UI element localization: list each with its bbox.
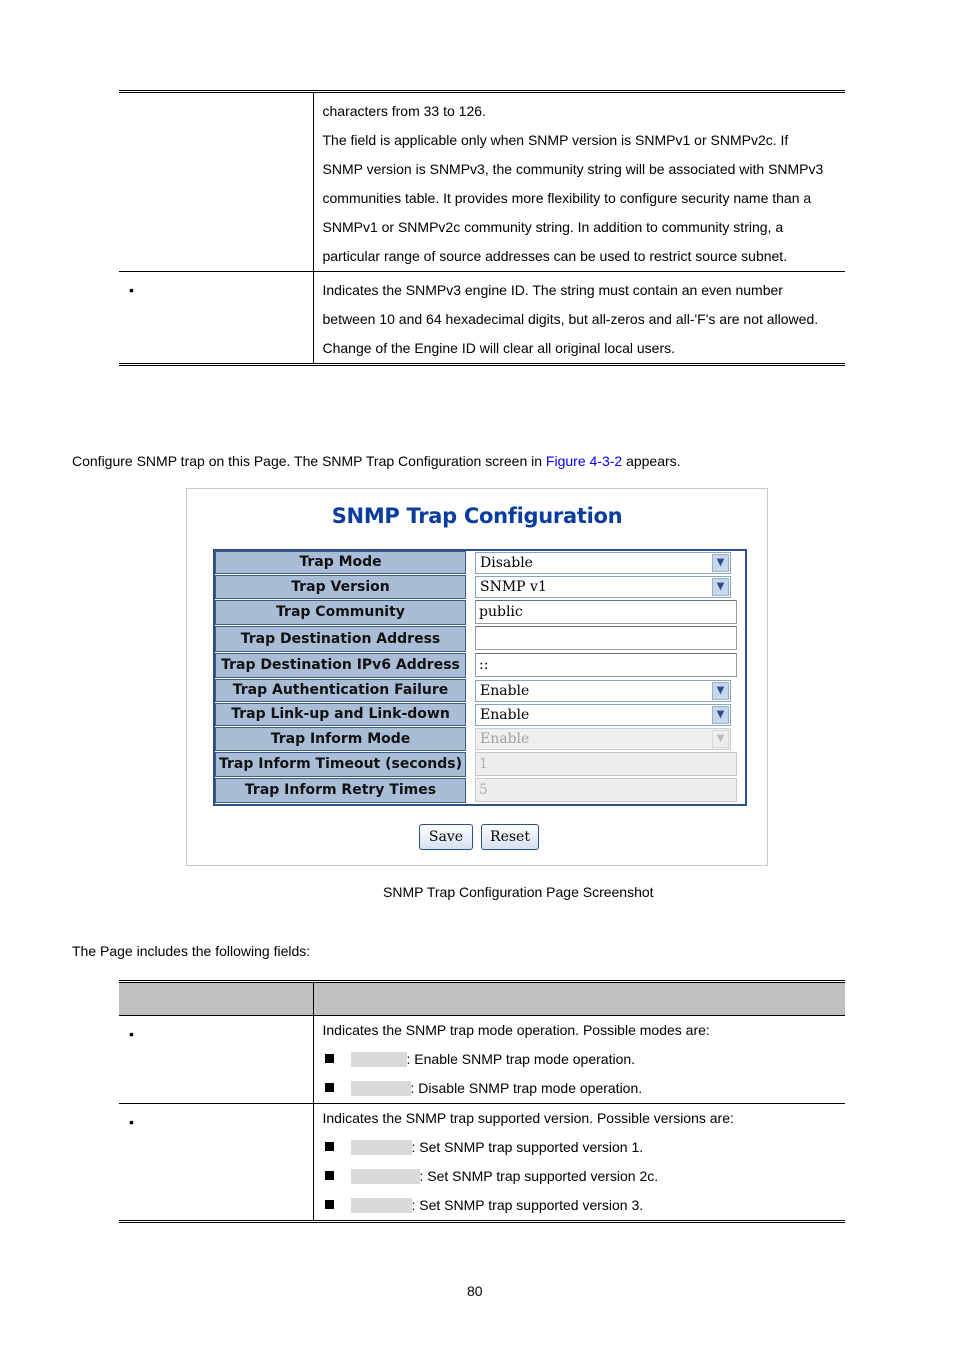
form-row-trap-inform-retry-times bbox=[215, 778, 745, 804]
list-item: : Disable SNMP trap mode operation. bbox=[323, 1074, 838, 1103]
desc-line: communities table. It provides more flexibility to configure security name than a bbox=[322, 190, 812, 206]
save-button[interactable]: Save bbox=[419, 824, 473, 850]
square-bullet-icon bbox=[325, 1171, 334, 1180]
trap-inform-retry-times-input bbox=[475, 778, 737, 802]
highlight-term bbox=[351, 1140, 412, 1155]
trap-config-form bbox=[213, 549, 747, 806]
trap-destination-address-label: Trap Destination Address bbox=[215, 626, 466, 652]
trap-destination-ipv6-address-value: :: bbox=[479, 657, 489, 673]
trap-inform-mode-label: Trap Inform Mode bbox=[215, 727, 466, 751]
intro-text-end: appears. bbox=[622, 453, 681, 469]
trap-mode-label: Trap Mode bbox=[215, 551, 466, 574]
figure-caption: SNMP Trap Configuration Page Screenshot bbox=[383, 884, 654, 900]
desc-line: Indicates the SNMP trap mode operation. Possible modes are: bbox=[322, 1022, 710, 1038]
highlight-term bbox=[351, 1081, 411, 1096]
form-row-trap-inform-timeout-seconds bbox=[215, 752, 745, 778]
list-item: : Set SNMP trap supported version 2c. bbox=[323, 1162, 838, 1191]
top-description-table bbox=[119, 90, 845, 366]
trap-inform-timeout-seconds-value: 1 bbox=[479, 756, 488, 772]
desc-line: between 10 and 64 hexadecimal digits, but all-zeros and all-'F's are not allowed. bbox=[322, 311, 819, 327]
square-bullet-icon bbox=[325, 1142, 334, 1151]
chevron-down-icon: ▼ bbox=[712, 730, 729, 748]
trap-inform-timeout-seconds-label: Trap Inform Timeout (seconds) bbox=[215, 752, 466, 777]
trap-link-up-and-link-down-value: Enable bbox=[480, 707, 530, 723]
fields-intro: The Page includes the following fields: bbox=[72, 943, 311, 959]
chevron-down-icon[interactable]: ▼ bbox=[712, 706, 729, 724]
form-row-trap-inform-mode bbox=[215, 727, 745, 752]
snmp-trap-screenshot bbox=[186, 488, 768, 866]
bullet: • bbox=[129, 282, 134, 298]
trap-mode-select[interactable] bbox=[475, 552, 731, 574]
form-row-trap-destination-address bbox=[215, 626, 745, 653]
fields-table bbox=[119, 980, 845, 1223]
chevron-down-icon[interactable]: ▼ bbox=[712, 554, 729, 572]
trap-inform-retry-times-label: Trap Inform Retry Times bbox=[215, 778, 466, 803]
trap-version-label: Trap Version bbox=[215, 575, 466, 599]
desc-line: SNMP version is SNMPv3, the community string will be associated with SNMPv3 bbox=[322, 161, 824, 177]
trap-inform-timeout-seconds-input bbox=[475, 752, 737, 776]
trap-community-label: Trap Community bbox=[215, 600, 466, 625]
header-object-cell bbox=[119, 982, 313, 1016]
row-trap-version-param bbox=[119, 1104, 313, 1222]
list-item: : Set SNMP trap supported version 1. bbox=[323, 1133, 838, 1162]
row-trap-mode-desc bbox=[313, 1016, 845, 1104]
form-row-trap-mode bbox=[215, 551, 745, 575]
trap-version-select[interactable] bbox=[475, 576, 731, 598]
chevron-down-icon[interactable]: ▼ bbox=[712, 578, 729, 596]
bullet: • bbox=[129, 1026, 134, 1042]
top-row1-param-cell bbox=[119, 92, 313, 272]
top-row2-param-cell bbox=[119, 272, 313, 365]
desc-line: SNMPv1 or SNMPv2c community string. In addition to community string, a bbox=[322, 219, 784, 235]
bullet: • bbox=[129, 1114, 134, 1130]
trap-authentication-failure-label: Trap Authentication Failure bbox=[215, 679, 466, 702]
square-bullet-icon bbox=[325, 1054, 334, 1063]
top-row2-desc-cell bbox=[313, 272, 845, 365]
list-item: : Set SNMP trap supported version 3. bbox=[323, 1191, 838, 1220]
highlight-term bbox=[351, 1169, 420, 1184]
intro-paragraph bbox=[72, 453, 681, 469]
form-row-trap-destination-ipv6-address bbox=[215, 653, 745, 679]
desc-line: Indicates the SNMPv3 engine ID. The string must contain an even number bbox=[322, 282, 783, 298]
trap-version-value: SNMP v1 bbox=[480, 579, 547, 595]
highlight-term bbox=[351, 1052, 407, 1067]
form-row-trap-authentication-failure bbox=[215, 679, 745, 703]
form-row-trap-link-up-and-link-down bbox=[215, 703, 745, 727]
trap-link-up-and-link-down-select[interactable] bbox=[475, 704, 731, 726]
row-trap-version-desc bbox=[313, 1104, 845, 1222]
figure-link[interactable]: Figure 4-3-2 bbox=[545, 453, 623, 469]
reset-button[interactable]: Reset bbox=[481, 824, 539, 850]
trap-link-up-and-link-down-label: Trap Link-up and Link-down bbox=[215, 703, 466, 726]
figure-title: SNMP Trap Configuration bbox=[331, 504, 623, 528]
trap-authentication-failure-select[interactable] bbox=[475, 680, 731, 702]
highlight-term bbox=[351, 1198, 412, 1213]
trap-inform-retry-times-value: 5 bbox=[479, 782, 488, 798]
desc-line: The field is applicable only when SNMP version is SNMPv1 or SNMPv2c. If bbox=[322, 132, 789, 148]
intro-text: Configure SNMP trap on this Page. The SNMP Trap Configuration screen in bbox=[72, 453, 546, 469]
trap-inform-mode-select bbox=[475, 728, 731, 750]
header-description-cell bbox=[313, 982, 845, 1016]
page-number: 80 bbox=[467, 1283, 483, 1299]
form-row-trap-community bbox=[215, 600, 745, 626]
trap-mode-value: Disable bbox=[480, 555, 533, 571]
chevron-down-icon[interactable]: ▼ bbox=[712, 682, 729, 700]
trap-community-value: public bbox=[479, 604, 523, 620]
list-item: : Enable SNMP trap mode operation. bbox=[323, 1045, 838, 1074]
trap-destination-ipv6-address-input[interactable] bbox=[475, 653, 737, 677]
trap-inform-mode-value: Enable bbox=[480, 731, 530, 747]
trap-destination-address-input[interactable] bbox=[475, 626, 737, 650]
top-row1-desc-cell bbox=[313, 92, 845, 272]
form-row-trap-version bbox=[215, 575, 745, 600]
trap-destination-ipv6-address-label: Trap Destination IPv6 Address bbox=[215, 653, 466, 678]
trap-community-input[interactable] bbox=[475, 600, 737, 624]
desc-line: Indicates the SNMP trap supported version. Possible versions are: bbox=[322, 1110, 734, 1126]
square-bullet-icon bbox=[325, 1200, 334, 1209]
desc-line: particular range of source addresses can be used to restrict source subnet. bbox=[322, 248, 788, 264]
desc-line: characters from 33 to 126. bbox=[322, 103, 486, 119]
desc-line: Change of the Engine ID will clear all original local users. bbox=[322, 340, 676, 356]
trap-authentication-failure-value: Enable bbox=[480, 683, 530, 699]
row-trap-mode-param bbox=[119, 1016, 313, 1104]
square-bullet-icon bbox=[325, 1083, 334, 1092]
